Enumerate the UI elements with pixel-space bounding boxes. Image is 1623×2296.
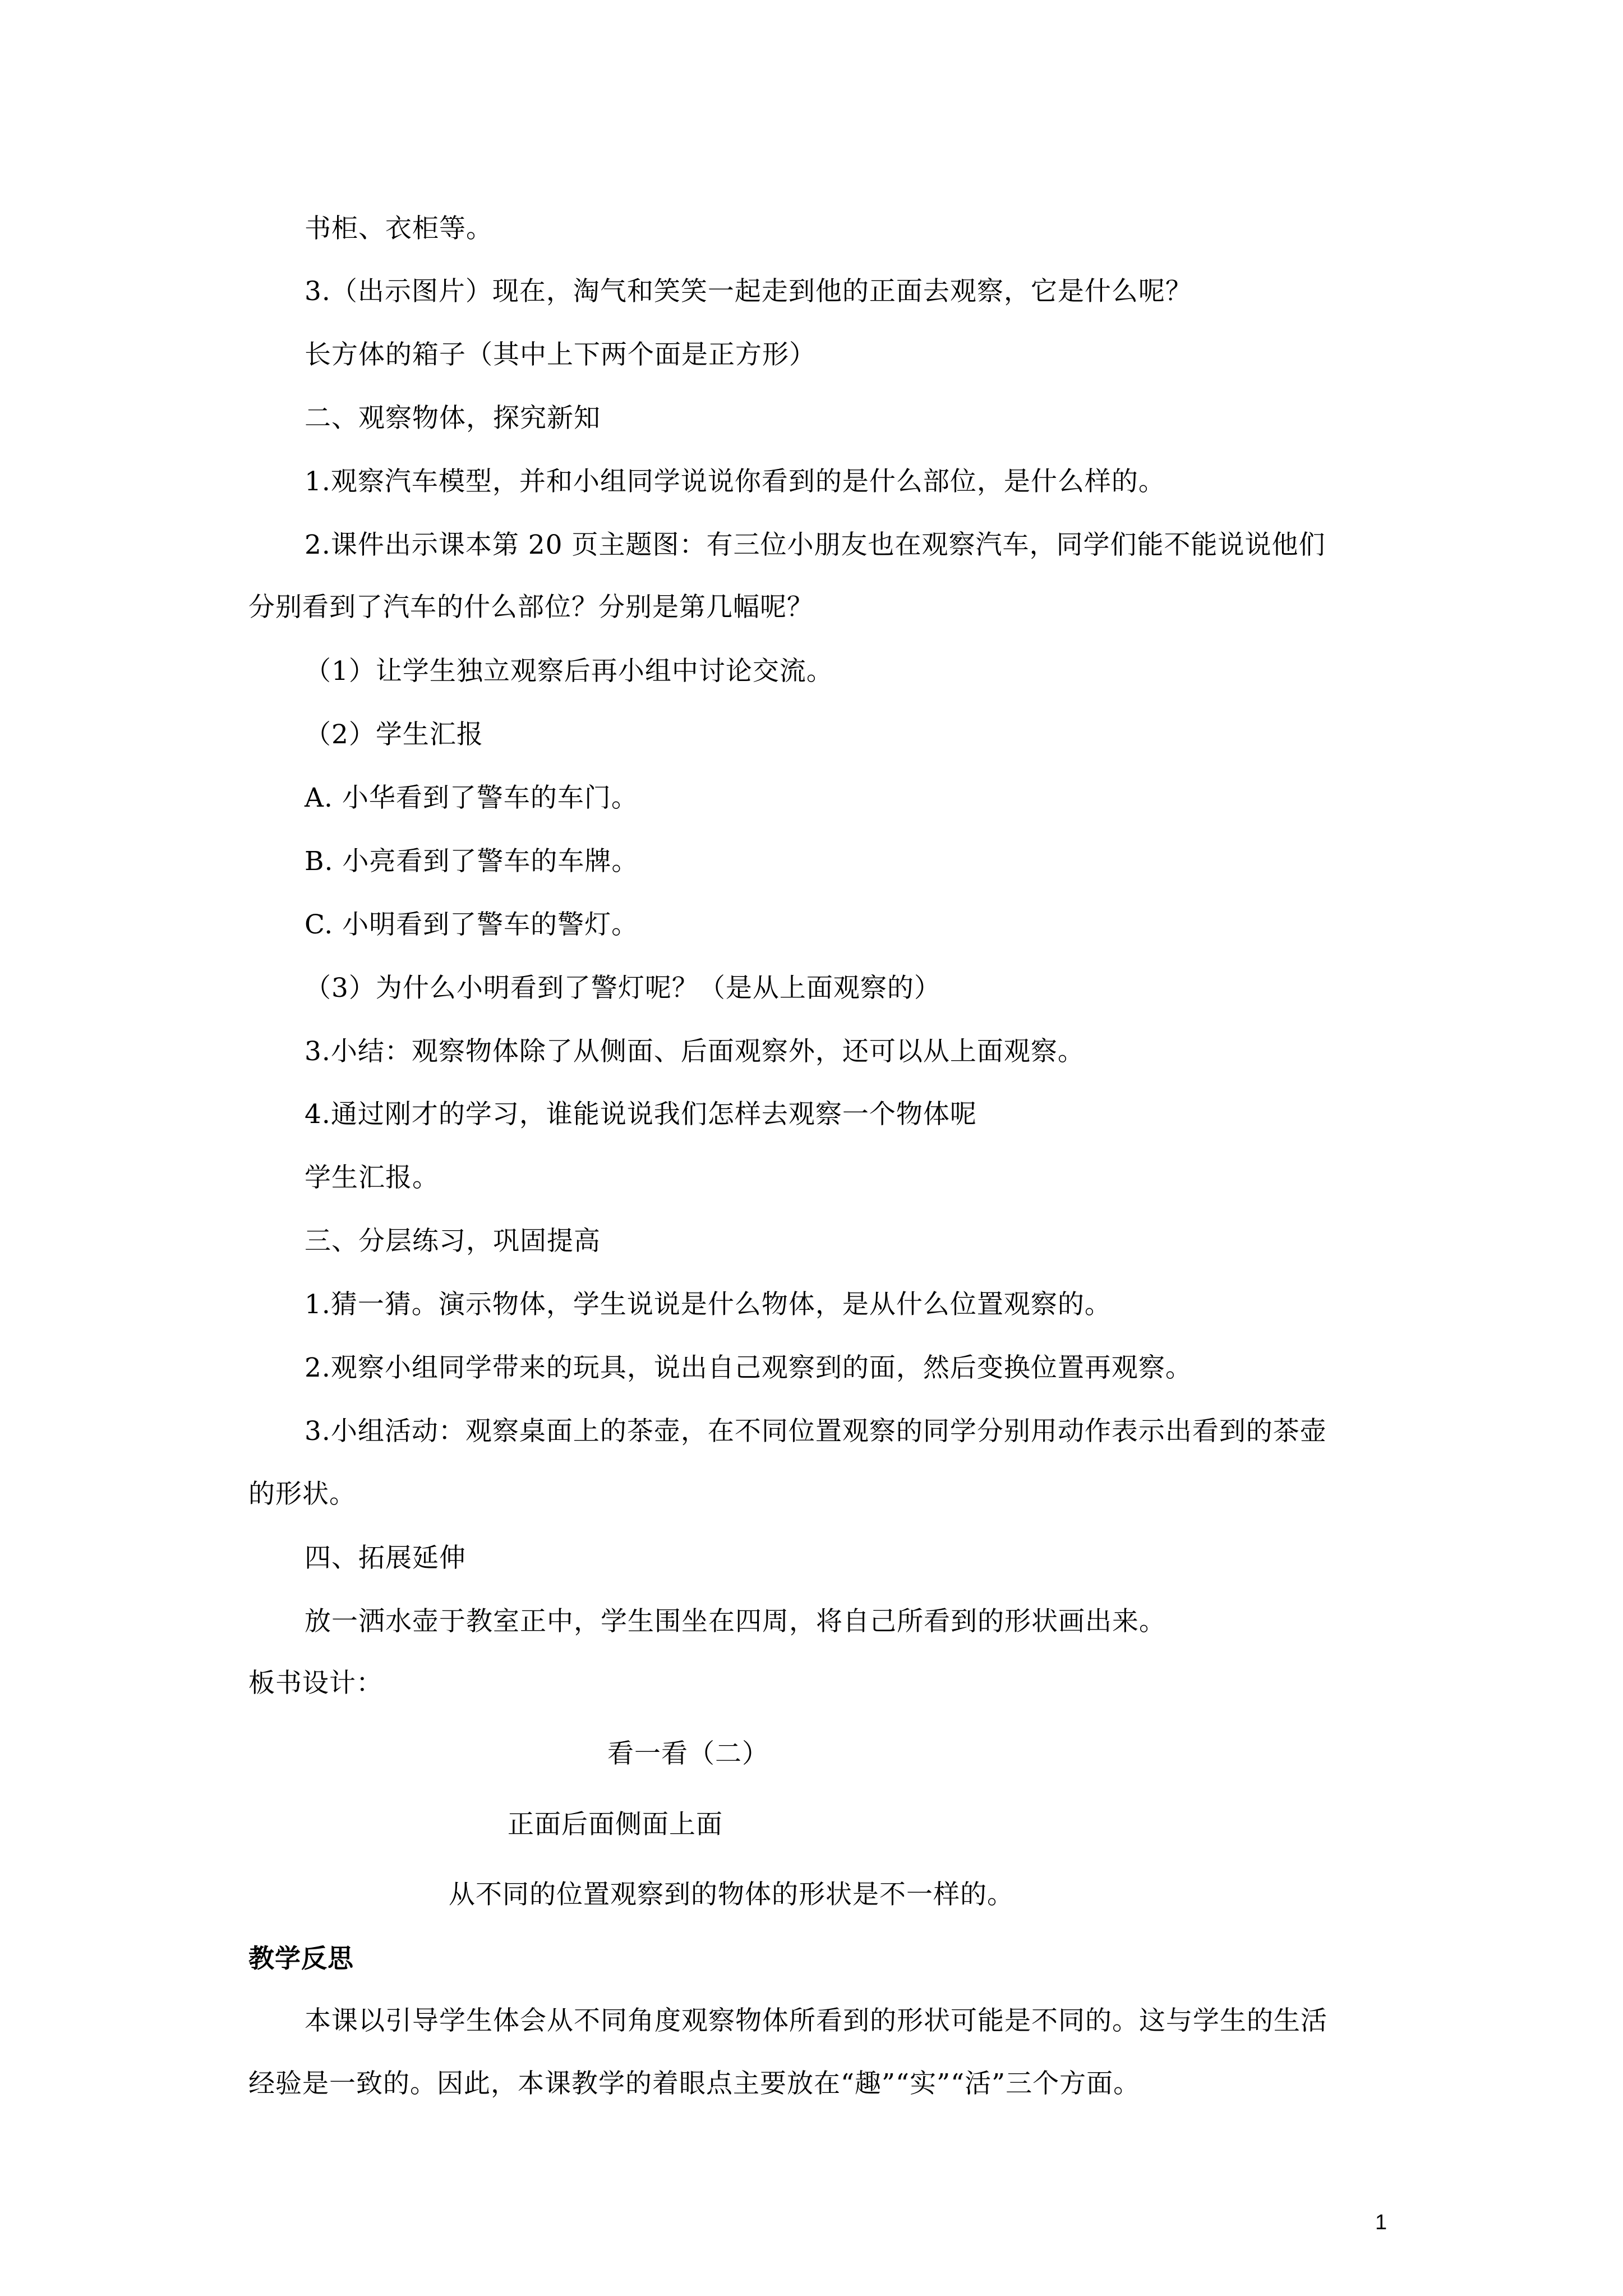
list-item: C. 小明看到了警车的警灯。 [305, 909, 639, 940]
text-line: 3.小组活动：观察桌面上的茶壶，在不同位置观察的同学分别用动作表示出看到的茶壶 [305, 1416, 1327, 1447]
text-line: （2）学生汇报 [305, 719, 483, 750]
board-line: 从不同的位置观察到的物体的形状是不一样的。 [449, 1879, 1014, 1910]
text-line: 3.小结：观察物体除了从侧面、后面观察外，还可以从上面观察。 [305, 1036, 1085, 1067]
text-line: 1.观察汽车模型，并和小组同学说说你看到的是什么部位，是什么样的。 [305, 466, 1165, 497]
text-line: 放一洒水壶于教室正中，学生围坐在四周，将自己所看到的形状画出来。 [305, 1606, 1166, 1637]
text-line: 2.观察小组同学带来的玩具，说出自己观察到的面，然后变换位置再观察。 [305, 1352, 1192, 1383]
section-heading: 四、拓展延伸 [305, 1543, 466, 1573]
text-line: 分别看到了汽车的什么部位？分别是第几幅呢？ [248, 592, 814, 623]
board-design-label: 板书设计： [248, 1668, 383, 1699]
section-heading: 二、观察物体，探究新知 [305, 403, 601, 434]
reflection-heading: 教学反思 [248, 1943, 354, 1973]
page-number: 1 [1375, 2211, 1387, 2234]
board-title: 看一看（二） [607, 1738, 769, 1769]
text-line: 长方体的箱子（其中上下两个面是正方形） [305, 339, 816, 370]
list-item: A. 小华看到了警车的车门。 [305, 783, 638, 813]
board-line: 正面后面侧面上面 [508, 1809, 723, 1840]
list-item: B. 小亮看到了警车的车牌。 [305, 846, 639, 877]
reflection-paragraph: 经验是一致的。因此，本课教学的着眼点主要放在“趣”“实”“活”三个方面。 [248, 2068, 1141, 2099]
reflection-paragraph: 本课以引导学生体会从不同角度观察物体所看到的形状可能是不同的。这与学生的生活 [305, 2005, 1327, 2036]
text-line: 3.（出示图片）现在，淘气和笑笑一起走到他的正面去观察，它是什么呢？ [305, 276, 1192, 307]
text-line: 4.通过刚才的学习，谁能说说我们怎样去观察一个物体呢 [305, 1099, 977, 1130]
section-heading: 三、分层练习，巩固提高 [305, 1226, 601, 1257]
text-line: （3）为什么小明看到了警灯呢？（是从上面观察的） [305, 973, 941, 1004]
text-line: （1）让学生独立观察后再小组中讨论交流。 [305, 656, 833, 687]
text-line: 书柜、衣柜等。 [305, 213, 493, 244]
text-line: 1.猜一猜。演示物体，学生说说是什么物体，是从什么位置观察的。 [305, 1289, 1112, 1320]
text-line: 的形状。 [248, 1479, 356, 1510]
text-line: 学生汇报。 [305, 1162, 439, 1193]
text-line: 2.课件出示课本第 20 页主题图：有三位小朋友也在观察汽车，同学们能不能说说他们 [305, 530, 1326, 560]
